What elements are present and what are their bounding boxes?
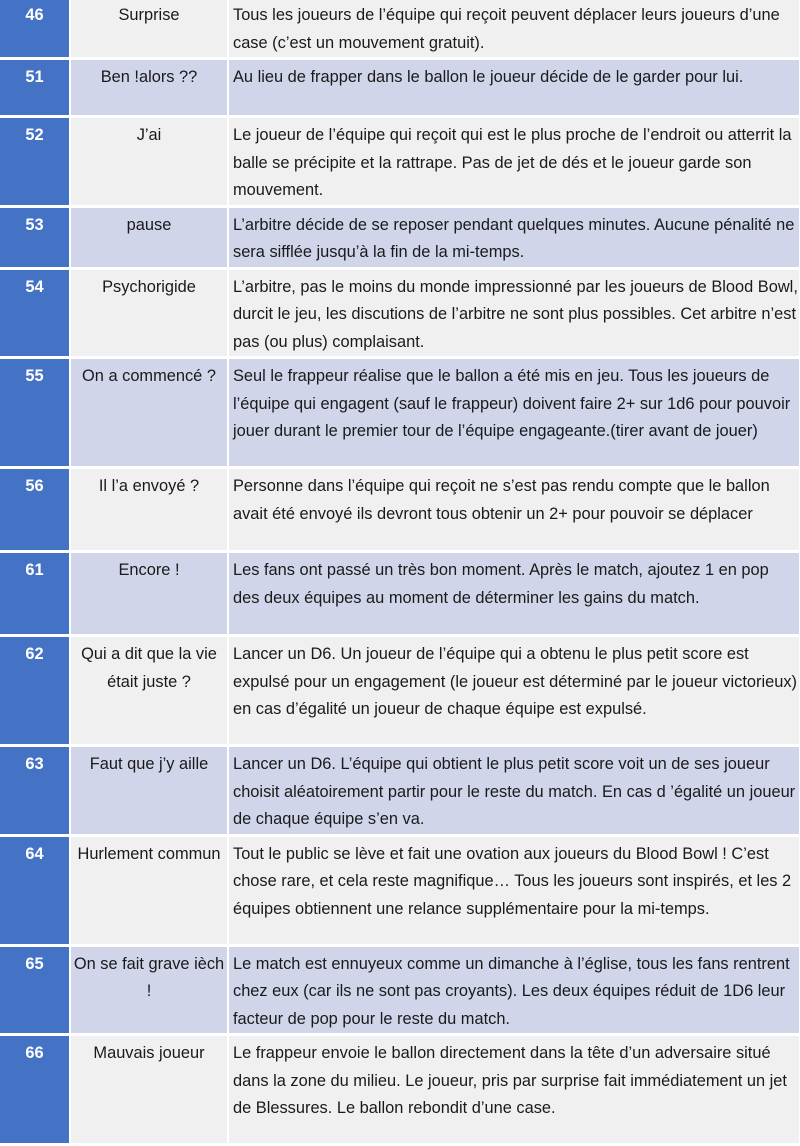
event-description-cell: Seul le frappeur réalise que le ballon a été mis en jeu. Tous les joueurs de l’équipe qui engagent (sauf le frappeur) doivent faire 2+ sur 1d6 pour pouvoir jouer durant le premier tour de l’équipe engageante.(tirer avant de jouer): [228, 358, 800, 468]
event-name-cell: Il l’a envoyé ?: [70, 468, 228, 552]
event-description-cell: L’arbitre décide de se reposer pendant quelques minutes. Aucune pénalité ne sera sifflée jusqu’à la fin de la mi-temps.: [228, 206, 800, 268]
table-row: [0, 636, 800, 746]
table-row: [0, 0, 800, 59]
event-description-cell: Au lieu de frapper dans le ballon le joueur décide de le garder pour lui.: [228, 59, 800, 117]
event-description-cell: Lancer un D6. L’équipe qui obtient le plus petit score voit un de ses joueur choisit aléatoirement partir pour le reste du match. En cas d ’égalité un joueur de chaque équipe s’en va.: [228, 746, 800, 836]
roll-cell: 55: [0, 358, 70, 468]
event-description-cell: Lancer un D6. Un joueur de l’équipe qui a obtenu le plus petit score est expulsé pour un engagement (le joueur est déterminé par le joueur victorieux) en cas d’égalité un joueur de chaque équipe est expulsé.: [228, 636, 800, 746]
event-name-cell: On a commencé ?: [70, 358, 228, 468]
event-name-cell: On se fait grave ièch !: [70, 945, 228, 1035]
table-row: [0, 945, 800, 1035]
table-row: [0, 552, 800, 636]
roll-cell: 61: [0, 552, 70, 636]
roll-cell: 53: [0, 206, 70, 268]
table-row: [0, 358, 800, 468]
roll-cell: 52: [0, 117, 70, 207]
event-name-cell: Psychorigide: [70, 268, 228, 358]
event-name-cell: Hurlement commun: [70, 835, 228, 945]
event-description-cell: Tout le public se lève et fait une ovation aux joueurs du Blood Bowl ! C’est chose rare, et cela reste magnifique… Tous les joueurs sont inspirés, et les 2 équipes obtiennent une relance supplémentaire pour la mi-temps.: [228, 835, 800, 945]
table-row: [0, 1035, 800, 1145]
table-row: [0, 59, 800, 117]
table-row: [0, 206, 800, 268]
event-name-cell: Mauvais joueur: [70, 1035, 228, 1145]
event-description-cell: Le frappeur envoie le ballon directement dans la tête d’un adversaire situé dans la zone du milieu. Le joueur, pris par surprise fait immédiatement un jet de Blessures. Le ballon rebondit d’une case.: [228, 1035, 800, 1145]
event-name-cell: pause: [70, 206, 228, 268]
event-description-cell: Le joueur de l’équipe qui reçoit qui est le plus proche de l’endroit ou atterrit la balle se précipite et la rattrape. Pas de jet de dés et le joueur garde son mouvement.: [228, 117, 800, 207]
event-description-cell: L’arbitre, pas le moins du monde impressionné par les joueurs de Blood Bowl, durcit le jeu, les discutions de l’arbitre ne sont plus possibles. Cet arbitre n’est pas (ou plus) complaisant.: [228, 268, 800, 358]
roll-cell: 66: [0, 1035, 70, 1145]
table-row: [0, 746, 800, 836]
event-name-cell: Ben !alors ??: [70, 59, 228, 117]
roll-cell: 56: [0, 468, 70, 552]
roll-cell: 46: [0, 0, 70, 59]
roll-cell: 62: [0, 636, 70, 746]
event-name-cell: Faut que j’y aille: [70, 746, 228, 836]
event-description-cell: Les fans ont passé un très bon moment. Après le match, ajoutez 1 en pop des deux équipes au moment de déterminer les gains du match.: [228, 552, 800, 636]
event-name-cell: J’ai: [70, 117, 228, 207]
table-row: [0, 268, 800, 358]
event-description-cell: Le match est ennuyeux comme un dimanche à l’église, tous les fans rentrent chez eux (car ils ne sont pas croyants). Les deux équipes réduit de 1D6 leur facteur de pop pour le reste du match.: [228, 945, 800, 1035]
event-description-cell: Tous les joueurs de l’équipe qui reçoit peuvent déplacer leurs joueurs d’une case (c’est un mouvement gratuit).: [228, 0, 800, 59]
table-row: [0, 468, 800, 552]
roll-cell: 54: [0, 268, 70, 358]
event-name-cell: Qui a dit que la vie était juste ?: [70, 636, 228, 746]
table-row: [0, 835, 800, 945]
event-name-cell: Surprise: [70, 0, 228, 59]
table-row: [0, 117, 800, 207]
roll-cell: 65: [0, 945, 70, 1035]
roll-cell: 63: [0, 746, 70, 836]
roll-cell: 64: [0, 835, 70, 945]
event-description-cell: Personne dans l’équipe qui reçoit ne s’est pas rendu compte que le ballon avait été envoyé ils devront tous obtenir un 2+ pour pouvoir se déplacer: [228, 468, 800, 552]
event-name-cell: Encore !: [70, 552, 228, 636]
roll-cell: 51: [0, 59, 70, 117]
